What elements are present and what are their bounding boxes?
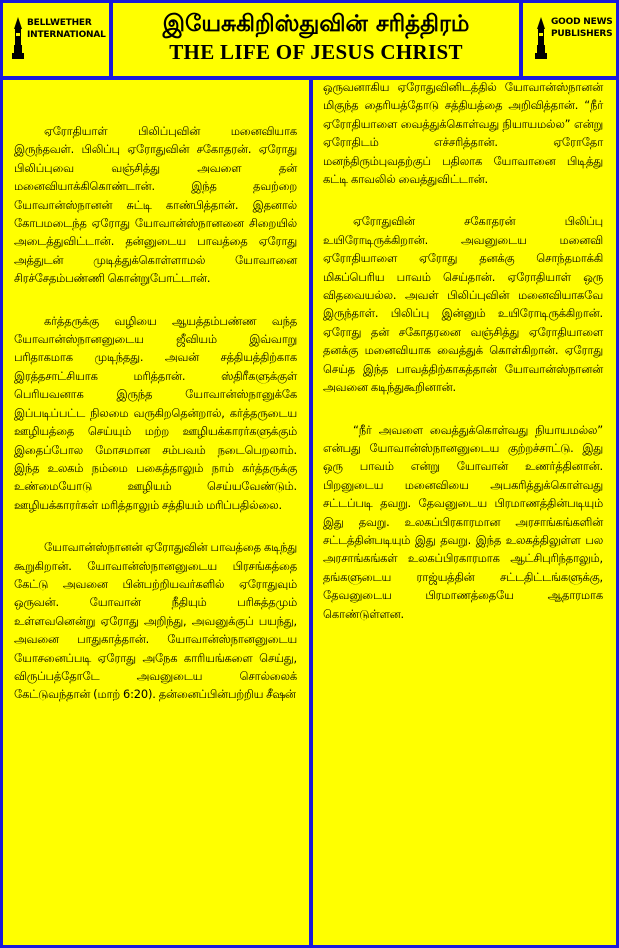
left-paragraph-3: யோவான்ஸ்நானன் ஏரோதுவின் பாவத்தை கடிந்து கூறுகிறான். யோவான்ஸ்நானனுடைய பிரசங்கத்தை கேட்டு அவனை பின்பற்றியவர்களில் ஏரோதுவும் ஒருவன். யோவான் நீதியும் பரிசுத்தமும் உள்ளவனென்று ஏரோது அறிந்து, அவனுக்குப் பயந்து, அவனை பாதுகாத்தான். யோவான்ஸ்நானனுடைய யோசனைப்படி ஏரோது அநேக காரியங்களை செய்து, விருப்பத்தோடே அவனுடைய சொல்லைக் கேட்டுவந்தான் (மாற் 6:20). தன்னைப்பின்பற்றிய சீஷன் [14,540,297,702]
good-news-logo-icon [533,15,549,61]
right-paragraph-1: ஒருவனாகிய ஏரோதுவினிடத்தில் யோவான்ஸ்நானன் மிகுந்த தைரியத்தோடு சத்தியத்தை அறிவித்தான். “நீர் ஏரோதியாளை வைத்துக்கொள்வது நியாயமல்ல” என்று ஏரோதிடம் எச்சரித்தான். ஏரோதோ மனந்திரும்புவதற்குப் பதிலாக யோவானை பிடித்து கட்டி காவலில் வைத்துவிட்டான். [323,80,603,187]
right-paragraph-2: ஏரோதுவின் சகோதரன் பிலிப்பு உயிரோடிருக்கிறான். அவனுடைய மனைவி ஏரோதியாளை ஏரோது தனக்கு சொந்தமாக்கி மிகப்பெரிய பாவம் செய்தான். ஏரோதியாள் ஒரு விதவையல்ல. அவள் பிலிப்புவின் மனைவியாகவே இருந்தாள். பிலிப்பு இன்னும் உயிரோடிருக்கிறான். ஏரோது தன் சகோதரனை வஞ்சித்து ஏரோதியாளை தனக்கு மனைவியாக வைத்துக் கொள்கிறான். ஏரோது செய்த இந்த பாவத்திற்காகத்தான் யோவான்ஸ்நானன் அவனை கடிந்துகூறினான். [323,214,603,395]
right-text-column [313,80,616,945]
left-text-column [3,80,309,945]
right-paragraph-3: “நீர் அவளை வைத்துக்கொள்வது நியாயமல்ல” என்பது யோவான்ஸ்நானனுடைய குற்றச்சாட்டு. இது ஒரு பாவம் என்று யோவான் உணர்த்தினான். பிறனுடைய மனைவியை அபகரித்துக்கொள்வது சட்டப்படி தவறு. தேவனுடைய பிரமாணத்தின்படியும் இது தவறு. உலகப்பிரகாரமான அரசாங்கங்களின் சட்டத்தின்படியும் இது தவறு. இந்த உலகத்திலுள்ள பல அரசாங்கங்கள் உலகப்பிரகாரமாக ஆட்சிபுரிந்தாலும், தங்களுடைய ராஜ்யத்தின் சட்டதிட்டங்களுக்கு, தேவனுடைய பிரமாணத்தையே ஆதாரமாக கொண்டுள்ளன. [323,422,603,621]
right-column-body [323,78,603,647]
right-logo-line1: GOOD NEWS [551,17,613,27]
left-logo-line2: INTERNATIONAL [27,30,106,40]
title-banner [113,3,519,76]
right-logo-line2: PUBLISHERS [551,29,613,39]
page-title-english: THE LIFE OF JESUS CHRIST [169,40,463,64]
publisher-logo-left [3,3,109,76]
left-paragraph-2: கர்த்தருக்கு வழியை ஆயத்தம்பண்ண வந்த யோவான்ஸ்நானனுடைய ஜீவியம் இவ்வாறு பரிதாகமாக முடிந்தது. அவன் சத்தியத்திற்காக இரத்தசாட்சியாக மரித்தான். ஸ்திரீகளுக்குள் பெரியவனாக இருந்த யோவான்ஸ்நானுக்கே இப்படிப்பட்ட நிலமை வருகிறதென்றால், கர்த்தருடைய ஊழியத்தை செய்யும் மற்ற ஊழியக்காரர்களுக்கும் இதைப்போல மோசமான சம்பவம் நடைபெறலாம். இந்த உலகம் நம்மை பகைத்தாலும் நாம் கர்த்தருக்கு உண்மையோடு ஊழியம் செய்யவேண்டும். ஊழியக்காரர்கள் மரித்தாலும் சத்தியம் மரிப்பதில்லை. [14,313,297,512]
left-paragraph-1: ஏரோதியாள் பிலிப்புவின் மனைவியாக இருந்தவள். பிலிப்பு ஏரோதுவின் சகோதரன். ஏரோது பிலிப்புவை வஞ்சித்து அவளை தன் மனைவியாக்கிகொண்டான். இந்த தவற்றை யோவான்ஸ்நானன் சுட்டி காண்பித்தான். இதனால் கோபமடைந்த ஏரோது யோவான்ஸ்நானனை சிறையில் அடைத்துவிட்டான். தன்னுடைய பாவத்தை ஏரோது அத்துடன் முடித்துக்கொள்ளாமல் யோவானை சிரச்சேதம்பண்ணி கொன்றுபோட்டான். [14,124,297,286]
right-logo-text [551,16,613,40]
left-logo-text [27,17,106,41]
bellwether-logo-icon [10,15,26,61]
left-column-body [14,122,297,728]
left-logo-line1: BELLWETHER [27,18,92,28]
publisher-logo-right [523,3,616,76]
page-title-tamil: இயேசுகிறிஸ்துவின் சரித்திரம் [162,10,470,37]
